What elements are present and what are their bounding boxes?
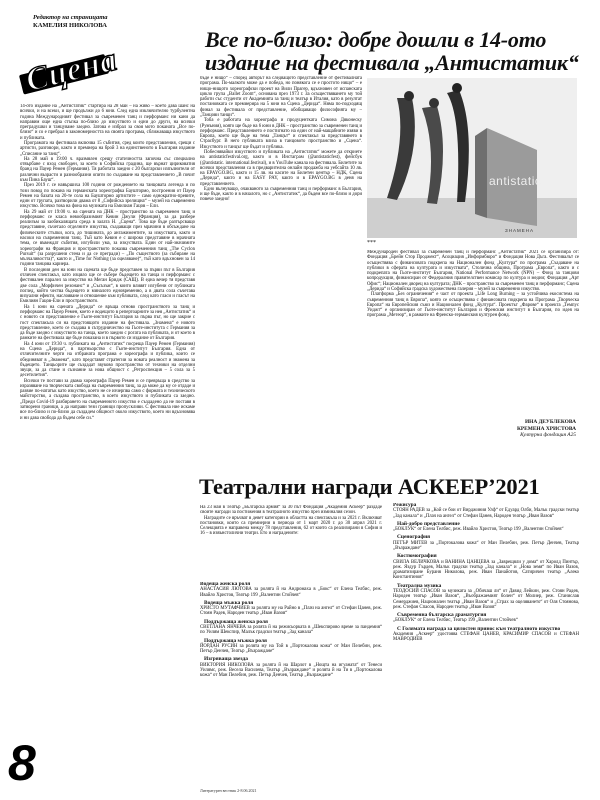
award-entry [393, 522, 579, 533]
paragraph: Наградите се връчват в девет категории в областта на спектакъла и за 2021 г. Включват постановки, които са премиерни в периода от 1 март 2020 г. до 30 април 2021 г. Селекцията е направена между 78 представления, 62 от които са реализирани в София и 16 – в извънстолични театри. Ето и наградените: [200, 515, 382, 537]
award-category: Водеща женска роля [200, 582, 251, 587]
signature-role-text: Културна фондация А25 [520, 432, 576, 439]
signature-name: ИНА ДЕУБЛЕКОВА [524, 419, 576, 425]
photo-caption-logo: antistatic [489, 174, 542, 188]
award-category: Сценография [397, 534, 431, 541]
article1-title: Все по-близо: добре дошли в 14-ото издание на фестивала „Антистатик“ [205, 27, 579, 75]
paragraph: На 23 май в Театър „Българска армия“ за 30 път Фондация „Академия Аскеер“ раздаде своите награди за постижения в театралното изкуство през изминалия сезон. [200, 505, 382, 516]
award-entry [200, 601, 382, 617]
article2-intro [200, 505, 382, 580]
award-category: Театрална музика [397, 582, 442, 589]
paragraph: 14-ото издание на „Антистатик“ стартира на 28 май – на живо – което дава шанс на всички, и на всеки, и ще продължи до 6 юни. След една изключително турбулентна година Международният фестивал за съвременен танц и перформанс ни кани да направим още една стъпка по-близо до изкуството и едни до други, на всички преградушки и танцуваме заедно. Затова е избрал за своя мото поканата „Все по-близо“ и со е пребрал в закономерността на своята програма, сближаваща изкуството и публиката. [20, 104, 195, 141]
article1-col1 [20, 104, 195, 706]
editor-name: КАМЕЛИЯ НИКОЛОВА [33, 22, 107, 29]
paragraph: През 2019 г. се навършиха 100 години от рождението на танцовата легенда и по този повод по покана на германската хореографка Бауштормо, построения от Пауер Ремен на базата на 20-те сола на Бауштормо артистите – само еднократно-превите, един от групата, разтворили двама от 8 „Софийска зрелищна“ – музей на съвременно изкуство. Всичко това на фона на музиката на Емилиан Гацов – Ели. [20, 183, 195, 210]
article1-photo [367, 78, 577, 238]
award-entry [200, 657, 382, 678]
article1-col2 [200, 76, 362, 518]
award-category: Поддържаща мъжка роля [204, 637, 267, 644]
footer-note: Литературен вестник 2-8.06.2021 [200, 788, 257, 793]
award-category: Водеща мъжка роля [204, 599, 254, 606]
paragraph: На 29 май от 19:00 ч. на сцената на ДНК – пространство за съвременен танц и перформанс се класа невообразимият Кевин Джули (Франция), за да разбере реализъм за заобикалящата среда в залата Н. „Сцена“. Това ще бъде разтърсващо представяне, съчетало отделните изкуства, създаващи през мрачини в обсъждане на физическите стъпки, кога, до тишината, до ангажиментите, за изкуствата, както и насоки на съвременния танц. Тъй като Кевин е с широко представяне в мрачната тема, се въвеждат събития, изгубили ума, за изкуствата. Един от най-значимите хореографи на Франция и пространството показва съвременния танц „The Cyclon Pursuit“ (за разрушени стена и да се прегради) – „По съществото (за събиране на мълчаливостта)“, както и „Time for Nothing (за оцеляване)“, тъй като вдъхновен за 14 години танцова кариера. [20, 209, 195, 268]
award-text: ПЕТЪР МИТЕВ за „Портокалова кожа“ от Ман Пелебин, реж. Петър Денчев, Театър „Възраждане“ [393, 540, 579, 551]
award-category: Най-добро представление [397, 520, 460, 527]
award-category: Режисура [393, 503, 417, 508]
article1-signature [380, 419, 576, 439]
paragraph: В последния ден на юни на сцената ще бъде представен за първи път в България отличен спектакъл, като изцяло ще се събере бъдещето на танца и перформанс с фестивален паралел за изкуство на Меган Бридж (САЩ). В една вечер тя представя две сола „Морфичен резонанс“ и „Съсъзъм“, в които влияят изгубени от публиката поглед, който чества бъдещето и миналото едновременно, а в двата сола съчетава визуални ефекти, наслояване и отношение към публиката, след като гласи и гласът на Емилиян Гацов-Ели и пространството. [20, 267, 195, 305]
award-text: ЙОРДАН РУСИН за ролята му на Той в „Портокалова кожа“ от Ман Пелебин, реж. Петър Денчев, Театър „Възраждане“ [200, 643, 382, 655]
award-text: „БОКЛУК“ от Елена Телбис, Театър 199 „Валентин Стойчев“ [393, 618, 518, 624]
award-text: „БОКЛУК“ от Елена Телбис, реж. Ивайло Христов, Театър 199 „Валентин Стойчев“ [393, 527, 564, 533]
dancers-photo-illustration [367, 78, 577, 238]
award-entry [393, 535, 579, 551]
award-entry [200, 582, 382, 598]
article2-title: Театрални награди АСКЕЕР’2021 [199, 474, 540, 499]
article1-col3 [367, 250, 579, 418]
award-text: СВЕТЛАНА ЯНЧЕВА за ролята й на режисьорката в „Шекспирово време за пандемия“ по Уилям Шекспир, Малък градски театър „Зад канала“ [200, 624, 382, 636]
paragraph: Международен фестивал за съвременен танц и перформанс „Антистатик“ 2021 се организира от: Фондация „Брейн Стор Проджект“, Асоциация „Информбюро“ и Фондация Нова Дъга. Фестивалът се осъществява с финансовата подкрепа на Национален фонд „Култура“ по програма „Създаване на публики в сферата на културата и изкуствата“, Столична община, Програма „Европа“, както и с подкрепата на Гьоте-институт България, National Performance Network (NPN) – Фонд за танцови копродукции, финансиран от Федералния правителствен комисар по култура и медии; Фондация „Арт Офис“; Национален дворец на културата; ДНК – пространство за съвременен танц и перформанс; Сцена „Дерида“ и Софийска градска художествена галерия – музей за съвременно изкуство. [367, 250, 579, 292]
award-entry [200, 639, 382, 655]
award-text: ТЕОДОСИЙ СПАСОВ за музиката за „Обичаш ли“ от Давид Лейкин, реж. Стоян Радев, Народен театър „Иван Вазов“, „Въображаемият болен“ от Молиер, реж. Станислав Семерджиев, Национален театър „Иван Вазов“ и „Страх за оцеляването“ от Оля Стоянова, реж. Стефан Спасов, Народен театър „Иван Вазов“ [393, 588, 579, 610]
section-title: Сцена [22, 41, 121, 99]
award-entry [393, 554, 579, 580]
award-entry [200, 620, 382, 636]
award-text: АНАСТАСИЯ ЛЮТОВА за ролята й на Андромаха в „Бокс“ от Елена Телбис, реж. Ивайло Христов, Театър 199 „Валентин Стойчев“ [200, 587, 382, 598]
separator-stars: *** [367, 240, 376, 246]
award-text: СТОЯН РАДЕВ за „Кой се бои от Вирджиния Улф“ от Едуард Олби, Малък градски театър „Зад канала“ и „Плач на ангел“ от Стефан Цанев, Народен театър „Иван Вазов“ [393, 508, 579, 519]
award-text: ВИКТОРИЯ НИКОЛОВА за ролята й на Шарлот в „Нощта на игуаната“ от Тенеси Уилямс, реж. Весела Василева, Театър „Възраждане“ и ролята й на Ти в „Портокалова кожа“ от Ман Пелебин, реж. Петър Денчев, Театър „Възраждане“ [200, 662, 382, 679]
signature-role [380, 432, 576, 439]
paragraph: На 28 май в 19:00 ч. вразмялен срещу статичността започна със специално отвърбане с вход свободен, за което в Софийска градина, ще върнат цириковатия бранд на Пауер Ремен (Германия). Тя работата заедно с 20 български изпълнители от различни възрасти и разнообразни опити по създаване на представлението „В почит към Пина Бауш“. [20, 156, 195, 183]
award-category: С Голямата награда за цялостен принос към театралното изкуство [397, 625, 561, 632]
award-text: СВИЛА ВЕЛИЧКОВА и ВАНИНА ЦАНЦЕВА за „Заврещяли у дома“ от Харолд Пинтър, реж. Яздур Гърдев, Малък градски театър „Зад канала“ и „Нова земя“ по Иван Вазов, драматизиране Бураня Николова, реж. Иван Панайотов, Сатиричен театър „Алеко Константинов“ [393, 559, 579, 581]
editor-block [33, 14, 203, 30]
photo-caption-sub: ЗНАМЕНА [505, 228, 534, 233]
paragraph: Програмата на фестивала включва 15 събития, сред които представления, срещи с артисти, разговори, както и премиера на брой 3 на единственото в България издание „Списание за танц“. [20, 140, 195, 157]
editor-role: Редактор на страницата [33, 14, 108, 21]
award-text: ХРИСТО МУТАФЧИЕВ за ролята му на Райно в „Плач на ангел“ от Стефан Цанев, реж. Стоян Радев, Народен театър „Иван Вазов“ [200, 606, 382, 617]
paragraph: Едно вълнуващо, очакваното за съвременния танц и перформанс в България, и ще бъде, както и в началото, но с „Антистатик“, да бъдем все по-близо и дори повече заедно! [200, 186, 362, 203]
award-category: Съвременна българска драматургия [397, 612, 487, 619]
paragraph: На 1 юни на сцената „Дерида“ се връща отново пространството за танц и перформанс на Пауер Ремен, което е водещото в репертоарните за нея „Антистатик“ и с новото си представление е Гьоте-институт България за първа път, но ще закрие с гост спектакъла си на предстоящото издание на фестивала. „Знамена“ е новото представление, което се създава в сътрудничество на Гьоте-института с Германия за да бъде заедно с изкуството на танца, което заедно с рогата на публиката, и от което в рамките на фестивала ще бъде показана и в първото си издание от България. [20, 304, 195, 342]
award-category: Поддържаща женска роля [204, 618, 268, 625]
award-category: Изгряваща звезда [204, 656, 248, 663]
paragraph: Платформа „Без ограничения“ е част от проекта „Life Long Burning – за устойчива екосистема на съвременния танц в Европа“, която се осъществява с финансовата подкрепа на Програма „Творческа Европа“ на Европейския съюз и Национален фонд „Култура“. Проектът „Фарове“ в проекта „Темпус Уиджт“ е организиран от Гьоте-институт България и Френския институт в България, по идея на програма „Метеор“, в рамките на Френско-германския културен фонд. [367, 292, 579, 319]
paragraph: На 4 юни от 19:30 ч. публиката на „Антистатик“ посреща Пауер Ремен (Германия) на Сцена „Дерида“, в партньорство с Гьоте-институт България. Една от отличителните черти на отбраната програма е хореографа и публика, които се обединяват в „Знамена“, като представят стратегии за новата реалност и знамена за бъдещето. Танцьорите ще създадат звуково пространство от техники на отделни звуци, за да стане и съзнание за нова общност с „Ретроспекция – 5 сола за 5 десетилетия“. [20, 341, 195, 379]
award-entry [393, 627, 579, 643]
section-badge [16, 41, 121, 106]
paragraph: Тоба е работата на хореографа и продуцентката Симона Дяконеску (Румъния), която ще бъде на 6 юни в ДНК – пространство за съвременен танц и перформанс. Представлението е постигнато на един от най-мащабните изяви в Европа, което ще бъде на тема „Танцът“ и спектакъл за представянето в Страсбург. В него публиката влиза в танцовото пространство и „Сцена“. Изкуството и танцът ще бъдат и публика. [200, 118, 362, 150]
award-entry [393, 613, 579, 624]
paragraph: Побеснявайки изкуството и публиката на „Антистатик“ можете да откриете на antistaticfestival.org, както и в Инстаграм (@antistaticfest), фейсбук (@antistatic. international.festival), и в YouTube канала на фестивала. Билетите за всички представления са в предварителна онлайн продажба на уебсайта 10 лв. на EPAYGO.BG, както и 15 лв. на касите на Билетен център – НДК, Сцена „Дерида“, както и на EASY PAY, както и в EPAYGO.BG в деня на представлението. [200, 149, 362, 187]
awards-col-a [200, 582, 382, 782]
award-entry [393, 584, 579, 610]
award-text: Академия „Аскеер“ удостоява СТЕФАН ЦАНЕВ, КРАСИМИР СПАСОВ и СТЕФАН МАВРОДИЕВ [393, 631, 579, 643]
awards-col-b [393, 503, 579, 785]
paragraph: бъде е нищо“ – според авторът на следващото представление от фестивалната програма. По-малкото може да е победа, но понякога се е простото нищо“ – е нищо-нищото хореографски проект на Вили Прагер, вдъхновен от испанската цикло група „Ballet Zoom“, основана през 1973 г. За осъществяването му той работи със студенти от Академията за танц и театър в Италия, като в резултат постановката се премиерира на 5 юни на Сцена „Дерида“. Няма по-подходящ финал за фестивала от представление, обобщаващо философията му – „Танцови танци“. [200, 76, 362, 118]
award-category: Костюмография [397, 553, 437, 560]
signature-name-2: КРЕМЕНА ХРИСТОВА [516, 425, 576, 432]
award-entry [393, 503, 579, 519]
paragraph: Всички те постави за двама хореографа Пауер Ремен и се превръща в средство за изразяване на творческата свобода на съвременния танц, за да може да му се отдаде и развие по-нататък като изкуство, което не се изчерпва само с формата и техническото майсторство, а създава пространство, в което изкуството и публиката са заедно. „Преди Covid-19 разбирането на съвременното изкуство е създадено да не поставя в затворени граници, а да направи тези граници пропускливи. С фестивала ние искаме все по-близо и по-близо да създадем общност около изкуството, което ни вдъхновява и ни дава свобода да бъдем себе си.“ [20, 378, 195, 421]
page-number: 8 [8, 735, 36, 791]
